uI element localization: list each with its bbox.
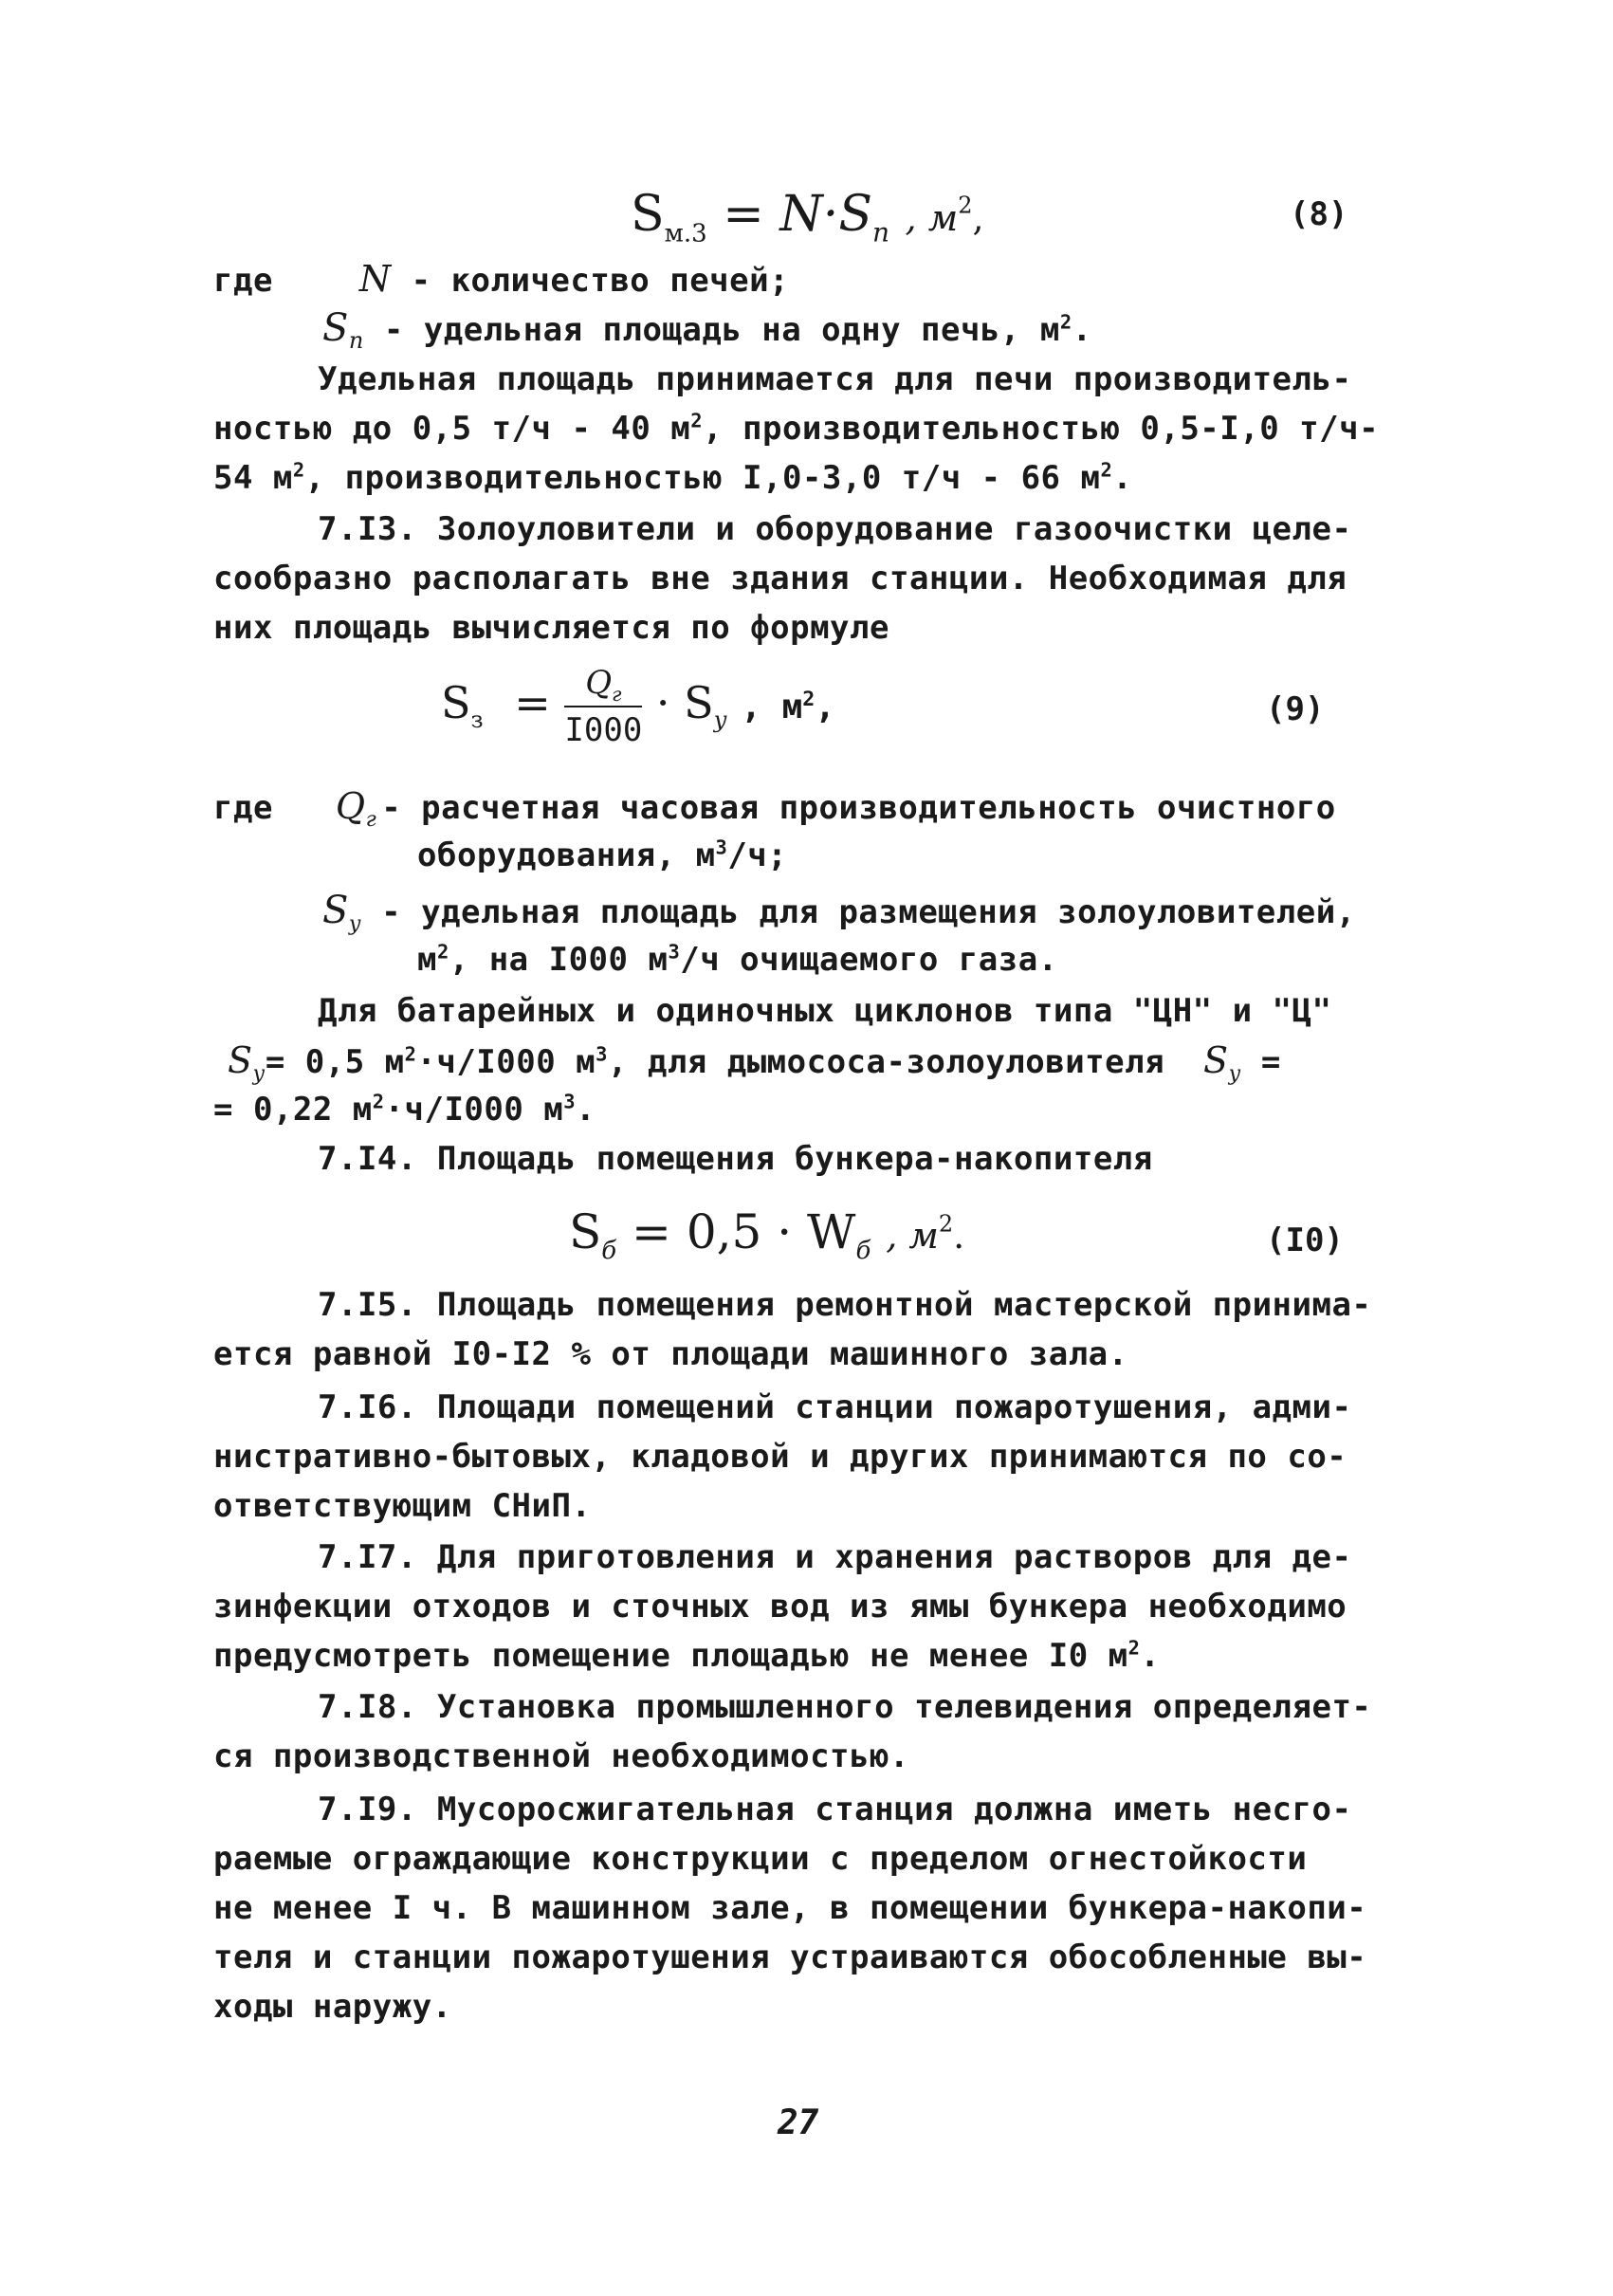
text-line: $м^2$, на I000 $м^3/ч$ очищаемого газа. bbox=[417, 940, 1058, 979]
text-line: ответствующим СНиП. bbox=[213, 1487, 592, 1525]
section-7-13: 7.I3. Золоуловители и оборудование газоочистки целе- bbox=[318, 510, 1352, 548]
fraction: $\frac{Q_г}{I000}$ bbox=[564, 664, 643, 749]
formula-10: $S_б = 0,5 \cdot W_б$ , $м^2$. bbox=[569, 1204, 965, 1265]
text-line: сообразно располагать вне здания станции. Необходимая для bbox=[213, 560, 1347, 597]
section-7-14: 7.I4. Площадь помещения бункера-накопителя bbox=[318, 1140, 1153, 1178]
section-7-19: 7.I9. Мусоросжигательная станция должна иметь несго- bbox=[318, 1791, 1352, 1828]
text-line: не менее I ч. В машинном зале, в помещении бункера-накопи- bbox=[213, 1889, 1367, 1927]
section-7-15: 7.I5. Площадь помещения ремонтной мастерской принима- bbox=[318, 1286, 1372, 1324]
where-line-1: где N - количество печей; bbox=[213, 258, 790, 300]
section-7-17: 7.I7. Для приготовления и хранения растворов для де- bbox=[318, 1538, 1352, 1576]
text-line: них площадь вычисляется по формуле bbox=[213, 609, 889, 647]
text-line: 54 $м^2$, производительностью I,0-3,0 т/ч - 66 $м^2$. bbox=[213, 458, 1133, 497]
text-line: $S_у= 0,5$ $м^2\cdot ч/I000$ $м^3$, для дымососа-золоуловителя $S_у$ = bbox=[228, 1039, 1281, 1086]
section-7-16: 7.I6. Площади помещений станции пожаротушения, адми- bbox=[318, 1388, 1352, 1426]
text-line: теля и станции пожаротушения устраиваются обособленные вы- bbox=[213, 1938, 1367, 1976]
formula-8-lhs: S bbox=[631, 186, 665, 243]
text-line: Удельная площадь принимается для печи производитель- bbox=[318, 360, 1352, 398]
text-line: нистративно-бытовых, кладовой и других принимаются по со- bbox=[213, 1438, 1347, 1476]
text-line: оборудования, $м^3/ч$; bbox=[417, 836, 788, 874]
where-line-3: где $Q_г$ - расчетная часовая производительность очистного bbox=[213, 785, 1336, 832]
text-line: предусмотреть помещение площадью не менее I0 $м^2$. bbox=[213, 1636, 1161, 1675]
text-line: ется равной I0-I2 % от площади машинного зала. bbox=[213, 1335, 1128, 1373]
text-line: ностью до 0,5 т/ч - 40 $м^2$, производительностью 0,5-I,0 т/ч- bbox=[213, 409, 1380, 448]
text-line: раемые ограждающие конструкции с пределом огнестойкости bbox=[213, 1840, 1308, 1878]
formula-8: $S_{м.3} = N\cdot S_n$ , $м^2$, bbox=[631, 186, 984, 248]
text-line: зинфекции отходов и сточных вод из ямы бункера необходимо bbox=[213, 1588, 1347, 1626]
where-line-2: $S_n$ - удельная площадь на одну печь, $м^2$. bbox=[322, 306, 1092, 354]
equation-number-8: (8) bbox=[1290, 195, 1348, 233]
text-line: ходы наружу. bbox=[213, 1988, 452, 2026]
text-line: ся производственной необходимостью. bbox=[213, 1737, 909, 1775]
where-line-4: $S_у$ - удельная площадь для размещения золоуловителей, bbox=[322, 889, 1356, 936]
text-line: = 0,22 $м^2\cdot ч/I000$ $м^3$. bbox=[213, 1090, 596, 1129]
section-7-18: 7.I8. Установка промышленного телевидения определяет- bbox=[318, 1688, 1372, 1726]
formula-9: $S_з$ = $\frac{Q_г}{I000}$ · $S_у$ , $м^2$, bbox=[441, 664, 835, 749]
text-line: Для батарейных и одиночных циклонов типа "ЦН" и "Ц" bbox=[318, 992, 1332, 1030]
equation-number-9: (9) bbox=[1266, 690, 1325, 728]
equation-number-10: (I0) bbox=[1266, 1221, 1344, 1259]
page-number: 27 bbox=[778, 2103, 819, 2142]
